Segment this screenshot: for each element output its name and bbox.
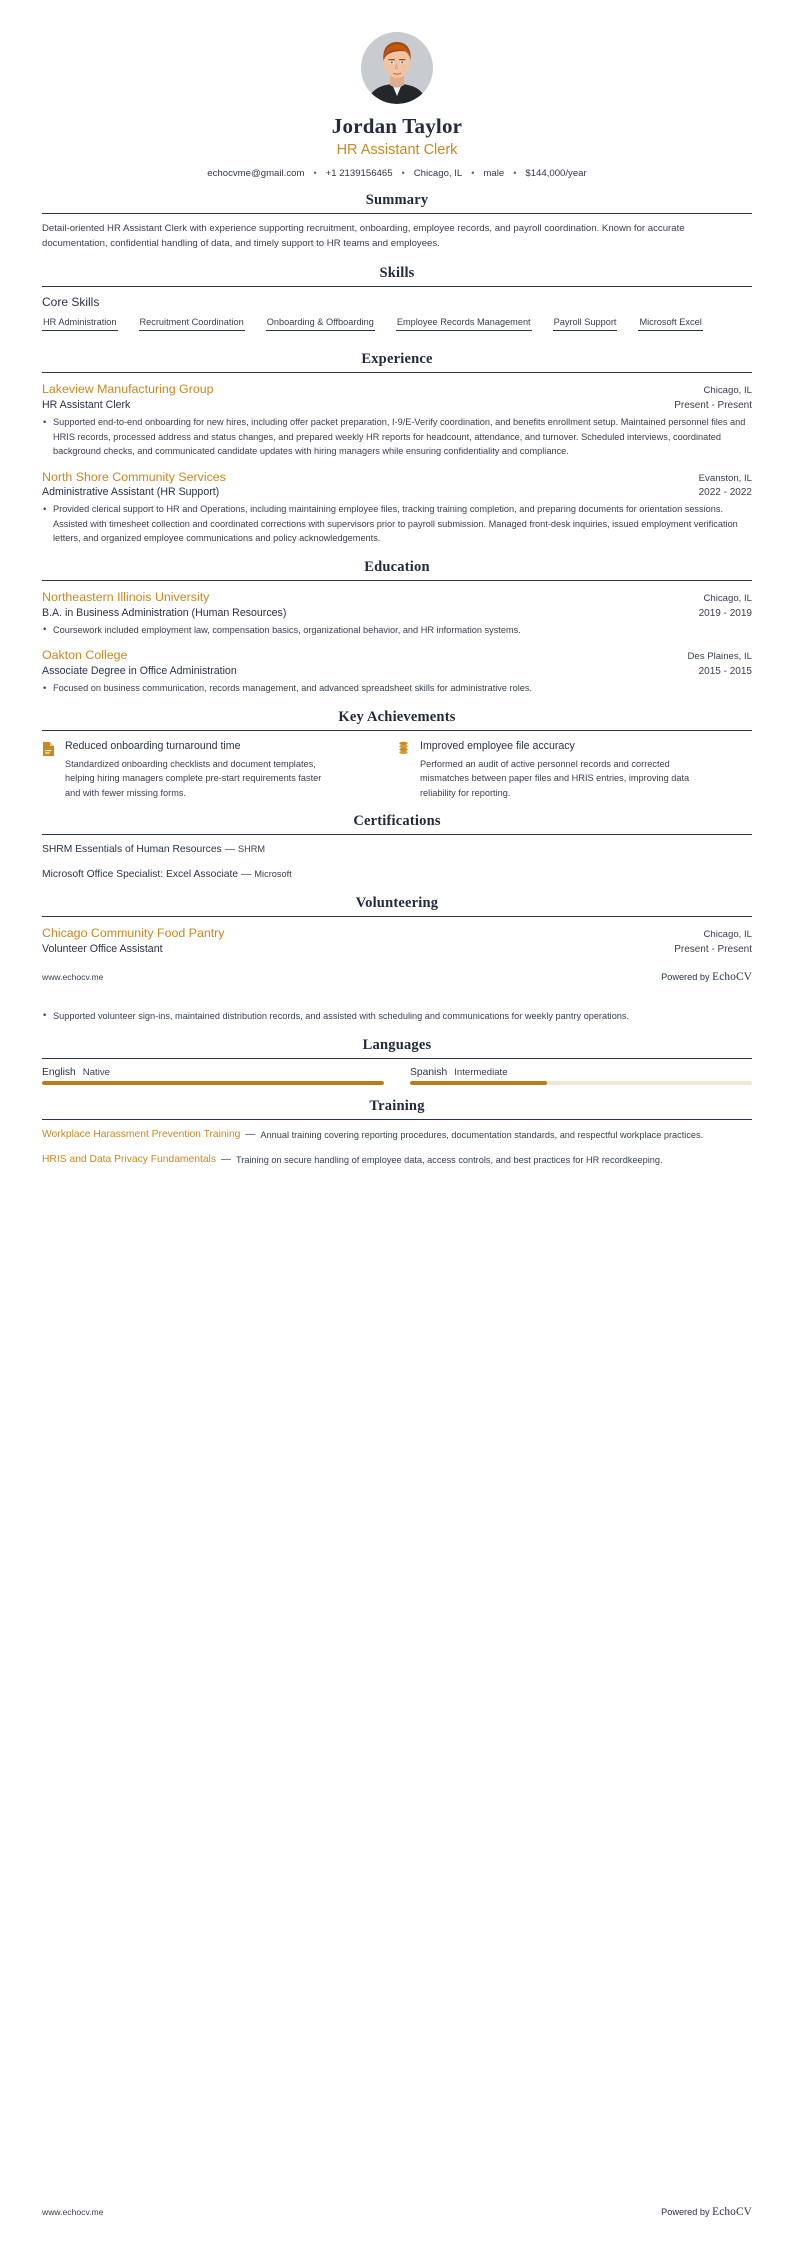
footer-url: www.echocv.me <box>42 971 104 982</box>
section-heading-key-achievements: Key Achievements <box>338 708 456 725</box>
section-training <box>42 1098 752 1168</box>
coins-icon <box>397 739 412 801</box>
section-volunteering <box>42 895 752 1023</box>
language-proficiency-track <box>42 1081 384 1085</box>
language-item <box>42 1067 384 1085</box>
section-summary <box>42 192 752 252</box>
skills-list <box>42 317 752 339</box>
education-institution: Oakton College <box>42 648 128 663</box>
contact-email: echocvme@gmail.com <box>207 168 305 180</box>
skill-label: Onboarding & Offboarding <box>266 316 374 327</box>
education-degree: Associate Degree in Office Administration <box>42 665 237 677</box>
languages-grid <box>42 1067 752 1085</box>
certification-dash: — <box>241 868 252 880</box>
experience-role: Administrative Assistant (HR Support) <box>42 486 220 499</box>
experience-organization: Lakeview Manufacturing Group <box>42 382 214 397</box>
experience-dates: Present - Present <box>674 400 752 412</box>
education-dates: 2015 - 2015 <box>698 666 752 677</box>
achievement-item <box>42 739 397 801</box>
profile-photo-illustration <box>361 32 433 104</box>
training-name: HRIS and Data Privacy Fundamentals <box>42 1154 216 1165</box>
contact-salary: $144,000/year <box>525 168 587 180</box>
section-divider <box>42 372 752 373</box>
skill-label: Payroll Support <box>553 316 617 327</box>
bullet-item: • Supported end-to-end onboarding for new hires, including offer packet preparation, I-9/E-Verify coordination, and benefits enrollment setup. Maintained personnel files and HRIS records, processed address and status changes, and prepared weekly HR reports for headcount, attendance, and turnover. Scheduled interviews, coordinated background checks, and communicated candidate updates with hiring managers while ensuring confidentiality and compliance. <box>42 415 752 459</box>
education-dates: 2019 - 2019 <box>698 607 752 619</box>
footer-url: www.echocv.me <box>42 2207 104 2217</box>
section-heading-languages: Languages <box>362 1036 432 1053</box>
training-description: Training on secure handling of employee data, access controls, and best practices for HR recordkeeping. <box>235 1155 663 1165</box>
skill-bar <box>139 330 245 332</box>
contact-line <box>42 168 752 179</box>
experience-location: Evanston, IL <box>698 472 752 484</box>
certification-item <box>42 843 752 857</box>
training-item <box>42 1153 752 1168</box>
education-bullets <box>42 623 752 638</box>
volunteering-location: Chicago, IL <box>703 929 752 941</box>
training-name: Workplace Harassment Prevention Training <box>42 1128 241 1140</box>
contact-phone: +1 2139156465 <box>325 168 393 180</box>
bullet-item: • Coursework included employment law, compensation basics, organizational behavior, and HR information systems. <box>42 623 752 638</box>
section-divider <box>42 1119 752 1120</box>
contact-separator: • <box>471 167 475 178</box>
education-location: Des Plaines, IL <box>687 651 752 663</box>
section-heading-summary: Summary <box>365 192 429 209</box>
section-heading-volunteering: Volunteering <box>355 895 439 912</box>
certification-issuer: Microsoft <box>254 868 292 879</box>
section-key-achievements <box>42 709 752 801</box>
section-divider <box>42 1058 752 1059</box>
language-item <box>410 1067 752 1085</box>
contact-separator: • <box>313 167 317 178</box>
experience-entry <box>42 469 752 546</box>
education-institution: Northeastern Illinois University <box>42 590 210 604</box>
language-proficiency-fill <box>42 1081 384 1085</box>
training-dash: — <box>220 1154 231 1165</box>
skill-item <box>42 317 118 332</box>
achievement-title: Reduced onboarding turnaround time <box>65 739 241 752</box>
skill-label: Recruitment Coordination <box>139 316 244 327</box>
education-entry <box>42 647 752 695</box>
language-name: Spanish <box>410 1066 448 1078</box>
education-bullets <box>42 681 752 696</box>
certification-item <box>42 868 752 882</box>
experience-location: Chicago, IL <box>703 385 752 397</box>
contact-gender: male <box>483 168 505 180</box>
skill-item <box>553 317 618 332</box>
skill-item <box>139 317 245 332</box>
achievement-description: Performed an audit of active personnel records and corrected mismatches between paper files and HRIS entries, improving data reliability for reporting. <box>420 758 690 798</box>
section-education <box>42 559 752 696</box>
section-heading-education: Education <box>364 559 430 575</box>
avatar <box>361 32 433 104</box>
section-divider <box>42 916 752 917</box>
job-title: HR Assistant Clerk <box>336 142 458 159</box>
section-heading-certifications: Certifications <box>353 813 441 830</box>
section-divider <box>42 213 752 214</box>
section-divider <box>42 834 752 835</box>
bullet-item: • Supported volunteer sign-ins, maintained distribution records, and assisted with scheduling and communications for weekly pantry operations. <box>42 1009 752 1024</box>
volunteering-bullets <box>42 1009 752 1024</box>
bullet-item: • Provided clerical support to HR and Operations, including maintaining employee files, tracking training completion, and preparing documents for orientation sessions. Assisted with timesheet collection and coordinated corrections with supervisors prior to payroll submission. Managed front-desk inquiries, issued employment verification letters, and organized employee communications and policy acknowledgements. <box>42 502 752 546</box>
training-item <box>42 1128 752 1143</box>
resume-header <box>42 28 752 179</box>
footer-brand-name: EchoCV <box>712 2206 752 2218</box>
language-name: English <box>42 1066 76 1078</box>
achievement-description: Standardized onboarding checklists and document templates, helping hiring managers complete pre-start requirements faster and with fewer missing forms. <box>65 758 322 798</box>
experience-bullets <box>42 502 752 546</box>
bullet-item: • Focused on business communication, records management, and advanced spreadsheet skills for administrative roles. <box>42 681 752 696</box>
certification-dash: — <box>224 844 235 856</box>
footer-brand <box>661 971 752 983</box>
skill-bar <box>42 330 118 332</box>
section-divider <box>42 730 752 731</box>
education-entry <box>42 589 752 637</box>
section-heading-skills: Skills <box>379 264 415 281</box>
contact-separator: • <box>401 167 405 178</box>
contact-location: Chicago, IL <box>413 168 463 180</box>
footer-brand-name: EchoCV <box>712 970 752 983</box>
document-icon-glyph <box>42 741 55 757</box>
volunteering-entry <box>42 925 752 1023</box>
certification-name: Microsoft Office Specialist: Excel Associate <box>42 868 239 880</box>
skill-label: Microsoft Excel <box>639 316 702 327</box>
education-location: Chicago, IL <box>703 593 752 604</box>
certification-name: SHRM Essentials of Human Resources <box>42 844 222 856</box>
summary-text: Detail-oriented HR Assistant Clerk with experience supporting recruitment, onboarding, employee records, and payroll coordination. Known for accurate documentation, confidential handling of data, and timely support to HR teams and employees. <box>42 223 685 249</box>
skill-label: HR Administration <box>43 316 117 327</box>
section-skills <box>42 265 752 339</box>
volunteering-role: Volunteer Office Assistant <box>42 942 163 955</box>
section-heading-training: Training <box>369 1097 425 1114</box>
skill-bar <box>396 330 532 332</box>
page-break-gap <box>42 983 752 1005</box>
skill-item <box>638 317 702 332</box>
language-level: Native <box>82 1066 110 1078</box>
experience-dates: 2022 - 2022 <box>698 487 752 499</box>
footer-powered-by: Powered by <box>661 971 710 982</box>
page-footer <box>42 2206 752 2218</box>
volunteering-dates: Present - Present <box>674 943 752 955</box>
page-footer-inline <box>42 971 752 983</box>
footer-powered-by: Powered by <box>661 2207 710 2217</box>
section-experience <box>42 351 752 546</box>
section-heading-experience: Experience <box>361 351 433 368</box>
achievement-item <box>397 739 752 801</box>
section-divider <box>42 580 752 581</box>
contact-separator: • <box>513 167 517 178</box>
training-dash: — <box>245 1128 256 1140</box>
experience-organization: North Shore Community Services <box>42 469 226 484</box>
language-level: Intermediate <box>454 1066 508 1078</box>
section-divider <box>42 286 752 287</box>
page-title: Jordan Taylor <box>331 114 463 138</box>
skill-bar <box>266 330 375 332</box>
certification-issuer: SHRM <box>238 844 266 855</box>
skill-item <box>396 317 532 332</box>
achievement-title: Improved employee file accuracy <box>420 739 575 752</box>
skill-label: Employee Records Management <box>396 316 531 327</box>
skill-bar <box>553 330 618 332</box>
section-languages <box>42 1037 752 1085</box>
language-proficiency-fill <box>410 1081 547 1085</box>
volunteering-organization: Chicago Community Food Pantry <box>42 926 225 941</box>
education-degree: B.A. in Business Administration (Human Resources) <box>42 606 287 619</box>
document-icon <box>42 739 57 801</box>
section-certifications <box>42 813 752 882</box>
experience-bullets <box>42 415 752 459</box>
achievements-grid <box>42 739 752 801</box>
coins-icon-glyph <box>397 741 410 757</box>
skill-item <box>266 317 375 332</box>
language-proficiency-track <box>410 1081 752 1085</box>
training-description: Annual training covering reporting procedures, documentation standards, and respectful workplace practices. <box>260 1129 704 1140</box>
skills-group-name: Core Skills <box>42 294 100 309</box>
experience-entry <box>42 381 752 458</box>
footer-brand <box>661 2206 752 2218</box>
skill-bar <box>638 330 702 332</box>
experience-role: HR Assistant Clerk <box>42 399 131 412</box>
